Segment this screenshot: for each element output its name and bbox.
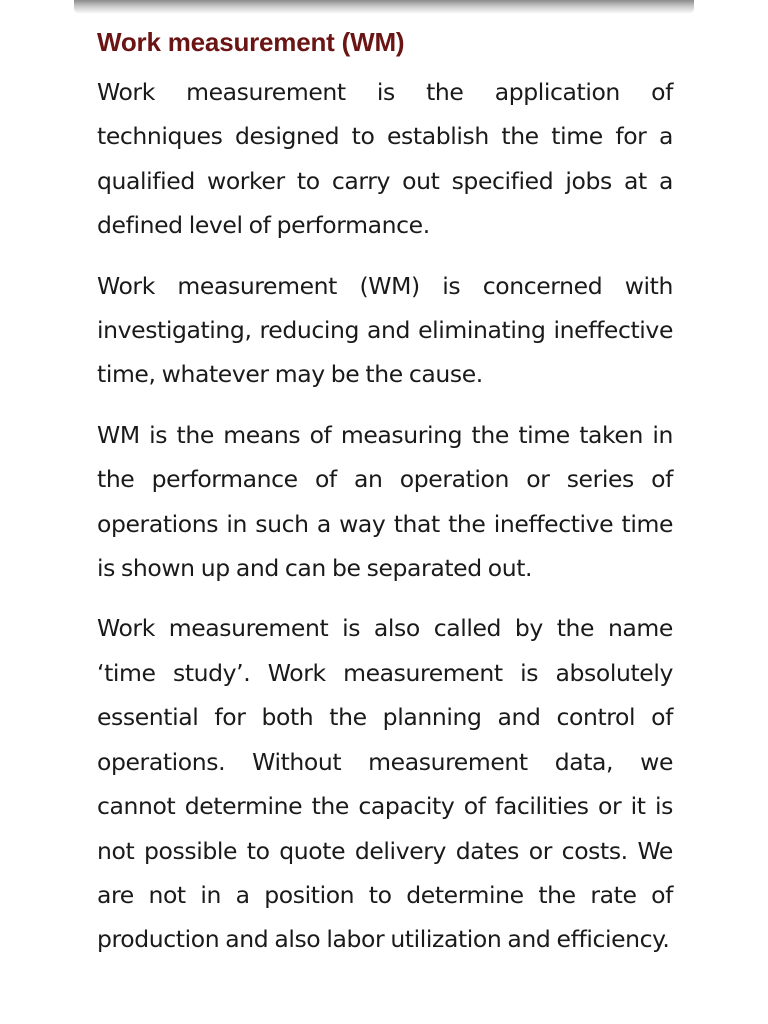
- article-section: [97, 22, 673, 962]
- section-heading: Work measurement (WM): [97, 27, 405, 57]
- paragraph-ineffective-time: Work measurement (WM) is concerned with investigating, reducing and eliminating ineffective time, whatever may be the cause.: [97, 271, 673, 389]
- paragraph-time-study: Work measurement is also called by the name ‘time study’. Work measurement is absolutely essential for both the planning and control of operations. Without measurement data, we cannot determine the capacity of facilities or it is not possible to quote delivery dates or costs. We are not in a position to determine the rate of production and also labor utilization and efficiency.: [97, 614, 673, 954]
- top-edge-shadow: [74, 0, 694, 14]
- paragraph-measuring-time: WM is the means of measuring the time taken in the performance of an operation or series of operations in such a way that the ineffective time is shown up and can be separated out.: [97, 420, 673, 583]
- paragraph-definition: Work measurement is the application of techniques designed to establish the time for a qualified worker to carry out specified jobs at a defined level of performance.: [97, 78, 673, 240]
